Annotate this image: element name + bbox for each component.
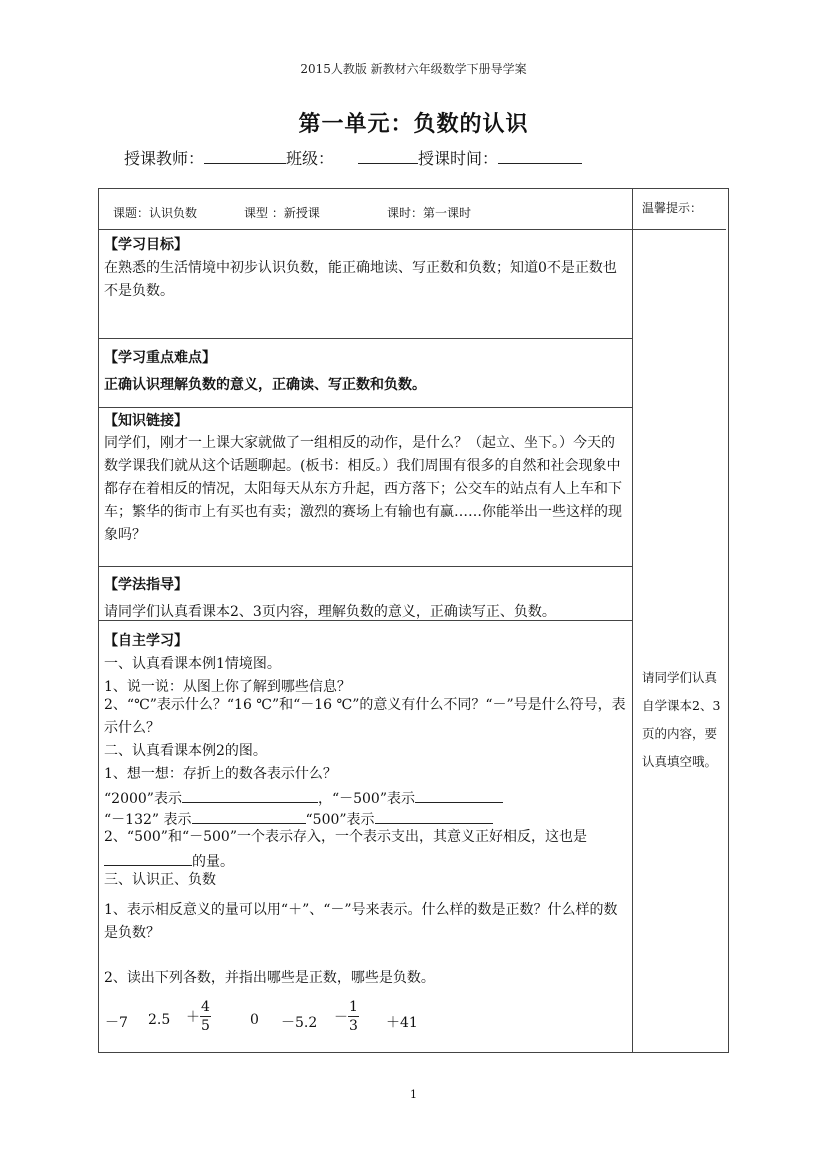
fraction-numerator: 4	[201, 999, 210, 1015]
self-study-heading: 【自主学习】	[104, 633, 188, 649]
fraction-denominator: 3	[349, 1018, 358, 1034]
number-item	[334, 998, 359, 1035]
number-item: －7	[105, 1015, 128, 1031]
fill-label: ，“－500”表示	[317, 791, 415, 807]
column-divider	[632, 188, 633, 1053]
teacher-label: 授课教师：	[124, 149, 205, 168]
lesson-period: 课时：第一课时	[387, 206, 472, 220]
link-text: 同学们，刚才一上课大家就做了一组相反的动作，是什么？（起立、坐下。）今天的数学课我们就从这个话题聊起。(板书：相反。）我们周围有很多的自然和社会现象中都存在着相反的情况，太阳每天从东方升起，西方落下；公交车的站点有人上车和下车；繁华的街市上有买也有卖；激烈的赛场上有输也有赢……你能举出一些这样的现象吗？	[104, 435, 622, 543]
goals-text: 在熟悉的生活情境中初步认识负数，能正确地读、写正数和负数；知道0不是正数也不是负数。	[104, 260, 617, 299]
self-study-line: 1、表示相反意义的量可以用“＋”、“－”号来表示。什么样的数是正数？什么样的数是负数？	[104, 902, 618, 941]
fill-label: “500”表示	[305, 812, 375, 828]
link-heading: 【知识链接】	[104, 413, 188, 429]
fill-blank[interactable]	[415, 786, 503, 803]
tips-rule	[626, 229, 726, 230]
method-text: 请同学们认真看课本2、3页内容，理解负数的意义，正确读写正、负数。	[104, 604, 556, 620]
time-blank[interactable]	[498, 147, 582, 164]
number-item: ＋41	[386, 1015, 418, 1031]
time-label: 授课时间：	[418, 149, 499, 168]
number-item: 2.5	[148, 1012, 171, 1028]
key-points-heading: 【学习重点难点】	[104, 350, 216, 366]
row-divider	[98, 229, 632, 230]
goals-heading: 【学习目标】	[104, 237, 188, 253]
row-divider	[98, 407, 632, 408]
number-item: 0	[250, 1012, 259, 1028]
self-study-line: 2、“℃”表示什么？“16 ℃”和“－16 ℃”的意义有什么不同？“－”号是什么符号，表示什么？	[104, 697, 626, 736]
fraction	[348, 998, 359, 1035]
lesson-type: 课型 ：新授课	[244, 206, 320, 220]
self-study-line: 2、读出下列各数，并指出哪些是正数，哪些是负数。	[104, 970, 435, 986]
fill-label: “2000”表示	[104, 791, 182, 807]
meta-row	[124, 146, 582, 169]
tips-heading: 温馨提示：	[642, 201, 703, 215]
tips-body: 请同学们认真自学课本2、3页的内容，要认真填空哦。	[642, 670, 721, 769]
class-label: 班级：	[286, 149, 335, 168]
self-study-line: 2、“500”和“－500”一个表示存入，一个表示支出，其意义正好相反，这也是	[104, 829, 587, 845]
method-heading: 【学法指导】	[104, 577, 188, 593]
fill-blank[interactable]	[104, 849, 192, 866]
fill-blank[interactable]	[375, 807, 493, 824]
lesson-topic: 课题：认识负数	[113, 206, 198, 220]
page-header: 2015人教版 新教材六年级数学下册导学案	[300, 62, 527, 76]
number-item	[186, 998, 211, 1035]
key-points-text: 正确认识理解负数的意义，正确读、写正数和负数。	[104, 377, 426, 393]
number-sign: ＋	[186, 1009, 200, 1026]
fraction-numerator: 1	[349, 999, 358, 1015]
page-title: 第一单元：负数的认识	[298, 111, 529, 137]
fill-blank[interactable]	[182, 786, 318, 803]
page-number: 1	[410, 1088, 417, 1101]
teacher-blank[interactable]	[204, 147, 286, 164]
class-blank[interactable]	[358, 147, 418, 164]
self-study-line: 三、认识正、负数	[104, 872, 216, 888]
fill-label: “－132” 表示	[104, 812, 192, 828]
fill-blank[interactable]	[192, 807, 306, 824]
number-item: －5.2	[281, 1015, 318, 1031]
self-study-line: 1、说一说：从图上你了解到哪些信息？	[104, 679, 351, 695]
number-sign: －	[334, 1009, 348, 1026]
fraction	[200, 998, 211, 1035]
self-study-line: 一、认真看课本例1情境图。	[104, 656, 281, 672]
row-divider	[98, 338, 632, 339]
self-study-line: 1、想一想：存折上的数各表示什么？	[104, 766, 337, 782]
fraction-denominator: 5	[201, 1018, 210, 1034]
self-study-line: 二、认真看课本例2的图。	[104, 743, 267, 759]
row-divider	[98, 566, 632, 567]
fill-label: 的量。	[192, 854, 234, 870]
